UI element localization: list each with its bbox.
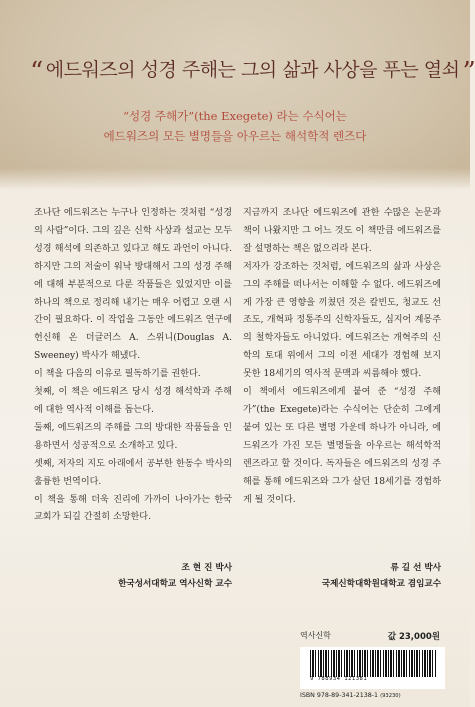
left-signature <box>34 560 232 592</box>
barcode-box <box>300 647 445 689</box>
signature-affiliation: 국제신학대학원대학교 겸임교수 <box>321 579 441 589</box>
paragraph: 이 책을 다음의 이유로 필독하기를 권한다. <box>34 369 201 380</box>
right-signature <box>243 560 441 592</box>
paragraph: 셋째, 저자의 지도 아래에서 공부한 한동수 박사의 훌륭한 번역이다. <box>34 458 232 487</box>
category-label: 역사신학 <box>300 631 331 640</box>
left-recommendation <box>34 205 232 527</box>
isbn-line <box>300 692 401 699</box>
isbn-text: ISBN 978-89-341-2138-1 <box>300 692 379 699</box>
subline-2: 에드워즈의 모든 별명들을 아우르는 해석학적 렌즈다 <box>103 129 367 143</box>
open-quote-mark: “ <box>30 57 43 87</box>
paragraph: 조나단 에드워즈는 누구나 인정하는 것처럼 “성경의 사람”이다. 그의 깊은 신학 사상과 설교는 모두 성경 해석에 의존하고 있다고 해도 과언이 아니다. 하지만 그의 저술이 워낙 방대해서 그의 성경 주해에 대해 부분적으로 다룬 작품들은 있었지만 이를 하나의 책으로 정리해 내기는 매우 어렵고 오랜 시간이 필요하다. 이 작업을 그동안 에드워즈 연구에 헌신해 온 더글러스 A. 스위니(Douglas A. Sweeney) 박사가 해냈다. <box>34 208 232 362</box>
paragraph: 이 책을 통해 더욱 진리에 가까이 나아가는 한국 교회가 되길 간절히 소망한다. <box>34 494 232 523</box>
signature-name: 조 현 진 박사 <box>181 563 232 573</box>
close-quote-mark: ” <box>462 57 475 87</box>
barcode-number: 9 788934 121381 <box>310 676 368 682</box>
price-row <box>300 630 440 644</box>
paragraph: 첫째, 이 책은 에드워즈 당시 성경 해석학과 주해에 대한 역사적 이해를 돕는다. <box>34 387 232 415</box>
subline-1: “성경 주해가”(the Exegete) 라는 수식어는 <box>123 109 347 123</box>
signature-name: 류 길 선 박사 <box>390 563 441 573</box>
headline-text: 에드워즈의 성경 주해는 그의 삶과 사상을 푸는 열쇠 <box>45 59 460 81</box>
price-label: 값 23,000원 <box>387 632 440 642</box>
headline <box>30 55 475 91</box>
paragraph: 이 책에서 에드워즈에게 붙여 준 “성경 주해가”(the Exegete)라는 수식어는 단순히 그에게 붙여 있는 또 다른 별명 가운데 하나가 아니라, 에드워즈가 가진 모든 별명들을 아우르는 해석학적 렌즈라고 할 것이다. 독자들은 에드워즈의 성경 주해를 통해 에드워즈와 그가 살던 18세기를 경험하게 될 것이다. <box>243 387 441 505</box>
isbn-addon: (93230) <box>380 693 401 699</box>
paragraph: 지금까지 조나단 에드워즈에 관한 수많은 논문과 책이 나왔지만 그 어느 것도 이 책만큼 에드워즈를 잘 설명하는 책은 없으리라 본다. <box>243 208 441 254</box>
right-recommendation <box>243 205 441 509</box>
signature-affiliation: 한국성서대학교 역사신학 교수 <box>118 579 232 589</box>
paragraph: 둘째, 에드워즈의 주해를 그의 방대한 작품들을 인용하면서 성공적으로 소개하고 있다. <box>34 422 232 451</box>
barcode-icon <box>310 650 436 677</box>
header-band <box>0 0 470 190</box>
paragraph: 저자가 강조하는 것처럼, 에드워즈의 삶과 사상은 그의 주해를 떠나서는 이해할 수 없다. 에드워즈에게 가장 큰 영향을 끼쳤던 것은 칼빈도, 청교도 선조도, 개혁파 정통주의 신학자들도, 심지어 계몽주의 철학자들도 아니었다. 에드워즈는 개혁주의 신학의 토대 위에서 그의 이전 세대가 경험해 보지 못한 18세기의 역사적 문맥과 씨름해야 했다. <box>243 261 441 380</box>
